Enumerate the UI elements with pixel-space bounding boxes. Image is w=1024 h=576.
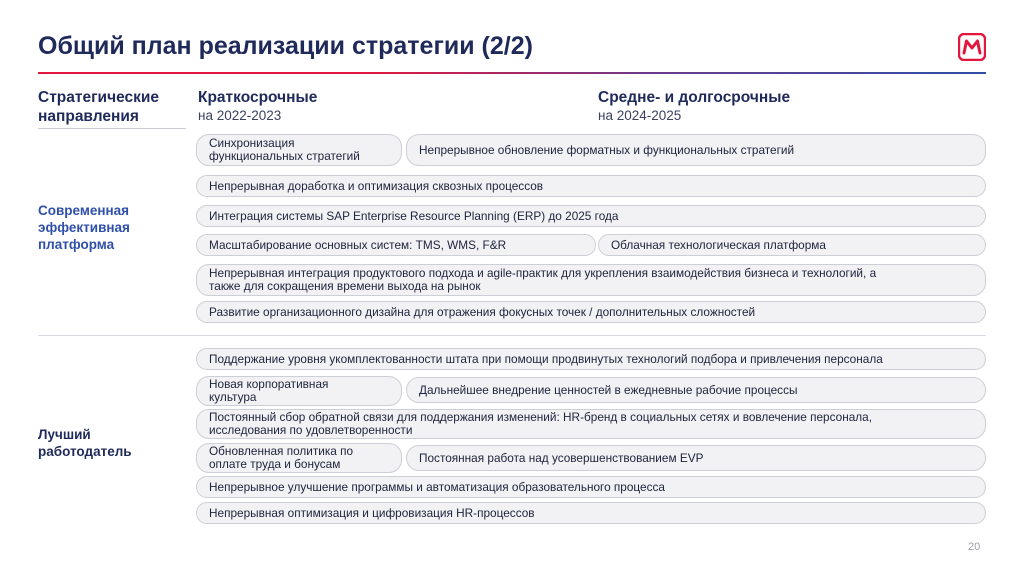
short-term-period: на 2022-2023 xyxy=(198,108,282,123)
pill-org-design: Развитие организационного дизайна для отражения фокусных точек / дополнительных сложностей xyxy=(196,301,986,323)
pill-erp: Интеграция системы SAP Enterprise Resource Planning (ERP) до 2025 года xyxy=(196,205,986,227)
slide-title: Общий план реализации стратегии (2/2) xyxy=(38,32,533,60)
pill-feedback: Постоянный сбор обратной связи для поддержания изменений: HR-бренд в социальных сетях и вовлечение персонала, исследования по удовлетворенности xyxy=(196,409,986,439)
pill-values: Дальнейшее внедрение ценностей в ежедневные рабочие процессы xyxy=(406,377,986,403)
pill-sync-strategies: Синхронизация функциональных стратегий xyxy=(196,134,402,166)
pill-cloud: Облачная технологическая платформа xyxy=(598,234,986,256)
pill-scaling: Масштабирование основных систем: TMS, WMS, F&R xyxy=(196,234,596,256)
pill-pay-policy: Обновленная политика по оплате труда и бонусам xyxy=(196,443,402,473)
m-logo-icon xyxy=(958,33,986,61)
header-separator xyxy=(38,128,186,129)
pill-continuous-update: Непрерывное обновление форматных и функциональных стратегий xyxy=(406,134,986,166)
long-term-period: на 2024-2025 xyxy=(598,108,682,123)
pill-education: Непрерывное улучшение программы и автоматизация образовательного процесса xyxy=(196,476,986,498)
short-term-header: Краткосрочные xyxy=(198,89,318,106)
section-label-platform: Современная эффективная платформа xyxy=(38,203,130,252)
directions-header: Стратегические направления xyxy=(38,89,160,125)
pill-e2e-processes: Непрерывная доработка и оптимизация сквозных процессов xyxy=(196,175,986,197)
pill-hr-digital: Непрерывная оптимизация и цифровизация HR-процессов xyxy=(196,502,986,524)
title-underline xyxy=(38,72,986,74)
pill-corporate-culture: Новая корпоративная культура xyxy=(196,376,402,406)
page-number: 20 xyxy=(968,541,981,553)
section-label-employer: Лучший работодатель xyxy=(38,427,132,459)
pill-agile: Непрерывная интеграция продуктового подхода и agile-практик для укрепления взаимодействия бизнеса и технологий, а также для сокращения времени выхода на рынок xyxy=(196,264,986,296)
section-divider xyxy=(38,335,986,336)
pill-staffing: Поддержание уровня укомплектованности штата при помощи продвинутых технологий подбора и привлечения персонала xyxy=(196,348,986,370)
pill-evp: Постоянная работа над усовершенствованием EVP xyxy=(406,445,986,471)
long-term-header: Средне- и долгосрочные xyxy=(598,89,791,106)
